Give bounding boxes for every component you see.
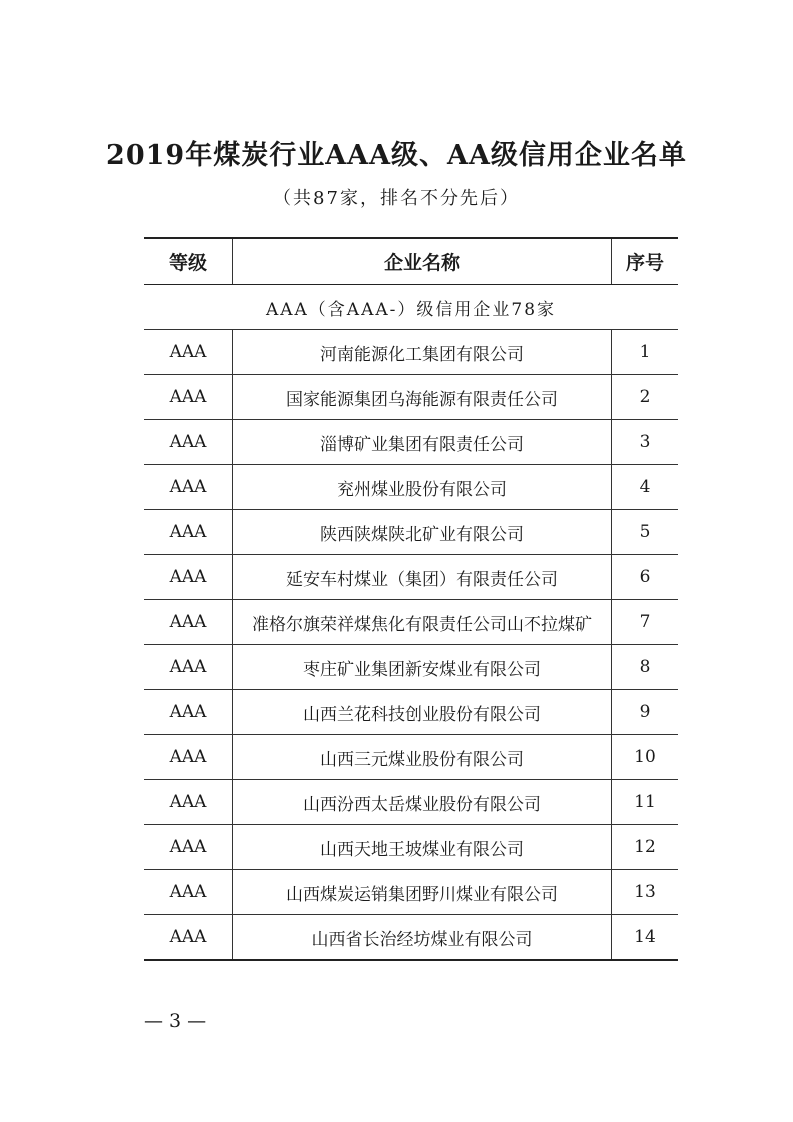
table-row	[144, 465, 678, 510]
document-title: 2019年煤炭行业AAA级、AA级信用企业名单	[106, 140, 687, 171]
cell-no: 12	[612, 825, 679, 870]
table-row	[144, 555, 678, 600]
cell-no: 1	[612, 330, 679, 375]
cell-name: 国家能源集团乌海能源有限责任公司	[233, 375, 612, 420]
document-subtitle: （共87家，排名不分先后）	[273, 188, 520, 209]
cell-name: 山西汾西太岳煤业股份有限公司	[233, 780, 612, 825]
cell-no: 9	[612, 690, 679, 735]
table-row	[144, 690, 678, 735]
cell-no: 8	[612, 645, 679, 690]
table-row	[144, 510, 678, 555]
cell-no: 6	[612, 555, 679, 600]
cell-grade: AAA	[144, 870, 233, 915]
cell-grade: AAA	[144, 645, 233, 690]
cell-name: 枣庄矿业集团新安煤业有限公司	[233, 645, 612, 690]
table-row	[144, 825, 678, 870]
cell-name: 兖州煤业股份有限公司	[233, 465, 612, 510]
cell-name: 河南能源化工集团有限公司	[233, 330, 612, 375]
cell-grade: AAA	[144, 510, 233, 555]
table-row	[144, 735, 678, 780]
table-row	[144, 870, 678, 915]
cell-name: 陕西陕煤陕北矿业有限公司	[233, 510, 612, 555]
cell-grade: AAA	[144, 825, 233, 870]
table-row	[144, 375, 678, 420]
table-row	[144, 780, 678, 825]
cell-name: 山西兰花科技创业股份有限公司	[233, 690, 612, 735]
enterprise-table	[144, 237, 678, 961]
table-row	[144, 600, 678, 645]
header-grade: 等级	[144, 238, 233, 285]
cell-grade: AAA	[144, 420, 233, 465]
section-row	[144, 285, 678, 330]
table-row	[144, 645, 678, 690]
cell-grade: AAA	[144, 465, 233, 510]
table-header-row	[144, 238, 678, 285]
cell-no: 2	[612, 375, 679, 420]
cell-no: 7	[612, 600, 679, 645]
cell-name: 延安车村煤业（集团）有限责任公司	[233, 555, 612, 600]
table-row	[144, 420, 678, 465]
cell-name: 山西三元煤业股份有限公司	[233, 735, 612, 780]
cell-no: 10	[612, 735, 679, 780]
cell-name: 山西省长治经坊煤业有限公司	[233, 915, 612, 961]
cell-grade: AAA	[144, 375, 233, 420]
cell-grade: AAA	[144, 735, 233, 780]
cell-grade: AAA	[144, 915, 233, 961]
cell-name: 准格尔旗荣祥煤焦化有限责任公司山不拉煤矿	[233, 600, 612, 645]
cell-name: 山西煤炭运销集团野川煤业有限公司	[233, 870, 612, 915]
cell-name: 淄博矿业集团有限责任公司	[233, 420, 612, 465]
cell-grade: AAA	[144, 330, 233, 375]
table-row	[144, 330, 678, 375]
cell-no: 13	[612, 870, 679, 915]
cell-grade: AAA	[144, 690, 233, 735]
section-label: AAA（含AAA-）级信用企业78家	[144, 285, 678, 330]
cell-no: 11	[612, 780, 679, 825]
page-number: — 3 —	[144, 1010, 207, 1032]
header-no: 序号	[612, 238, 679, 285]
cell-no: 4	[612, 465, 679, 510]
cell-grade: AAA	[144, 780, 233, 825]
cell-grade: AAA	[144, 600, 233, 645]
cell-no: 3	[612, 420, 679, 465]
cell-name: 山西天地王坡煤业有限公司	[233, 825, 612, 870]
header-name: 企业名称	[233, 238, 612, 285]
cell-no: 14	[612, 915, 679, 961]
cell-no: 5	[612, 510, 679, 555]
table-row	[144, 915, 678, 961]
cell-grade: AAA	[144, 555, 233, 600]
